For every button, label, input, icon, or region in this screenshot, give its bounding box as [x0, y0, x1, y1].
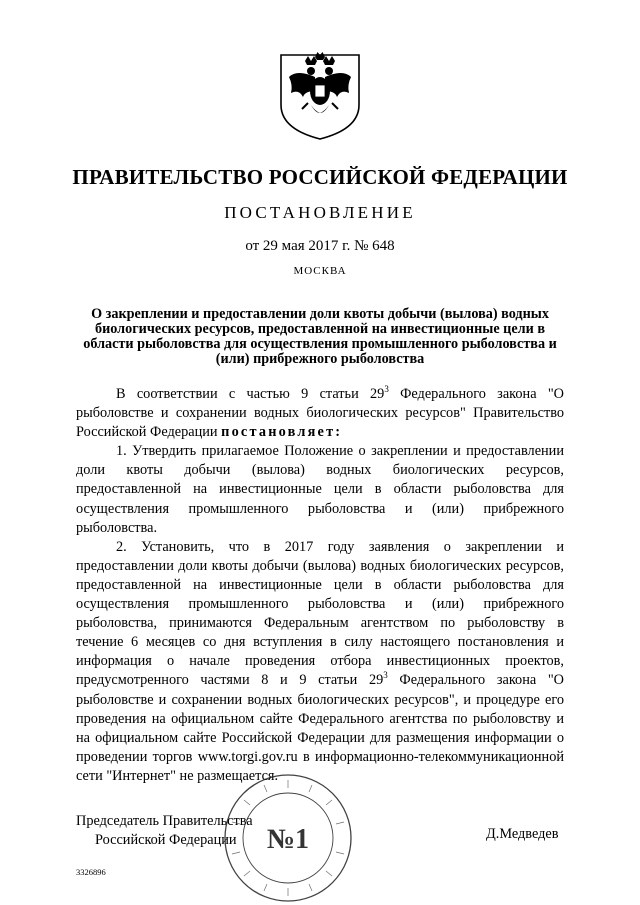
document-body: [76, 385, 564, 786]
signer-position-line2: Российской Федерации: [95, 832, 237, 848]
document-subject: О закреплении и предоставлении доли квоты добычи (вылова) водных биологических ресурсов, предоставленной на инвестиционные цели в области рыболовства для осуществления промышленного рыболовства и (или) прибрежного рыболовства: [83, 306, 557, 367]
signer-position-line1: Председатель Правительства: [76, 813, 253, 829]
preamble-paragraph: В соответствии с частью 9 статьи $29^3$ Федерального закона "О рыболовстве и сохранении водных биологических ресурсов" Правительство Российской Федерации постановляет:: [76, 384, 564, 441]
signer-name: Д.Медведев: [486, 826, 559, 842]
document-type: ПОСТАНОВЛЕНИЕ: [224, 203, 416, 222]
coat-of-arms-emblem: [275, 47, 365, 142]
government-title: ПРАВИТЕЛЬСТВО РОССИЙСКОЙ ФЕДЕРАЦИИ: [72, 165, 568, 189]
seal-number: №1: [266, 824, 310, 855]
document-date-number: от 29 мая 2017 г. № 648: [245, 238, 395, 254]
document-registration-number: 3326896: [76, 867, 106, 877]
item-2-paragraph: 2. Установить, что в 2017 году заявления о закреплении и предоставлении доли квоты добычи (вылова) водных биологических ресурсов, предоставленной на инвестиционные цели в области рыболовства для осуществления промышленного рыболовства и (или) прибрежного рыболовства, принимаются Федеральным агентством по рыболовству в течение 6 месяцев со дня вступления в силу настоящего постановления и информация о начале проведения отбора инвестиционных проектов, предусмотренного частями 8 и 9 статьи $29^3$ Федерального закона "О рыболовстве и сохранении водных биологических ресурсов", и процедуре его проведения на официальном сайте Федерального агентства по рыболовству и на официальном сайте Российской Федерации для размещения информации о проведении торгов www.torgi.gov.ru в информационно-телекоммуникационной сети "Интернет" не размещается.: [76, 538, 565, 784]
decree-word: постановляет:: [221, 424, 343, 441]
official-seal-stamp: [222, 772, 354, 904]
document-city: МОСКВА: [293, 265, 347, 277]
item-1-paragraph: 1. Утвердить прилагаемое Положение о закреплении и предоставлении доли квоты добычи (вылова) водных биологических ресурсов, предоставленной на инвестиционные цели в области рыболовства для осуществления промышленного рыболовства и (или) прибрежного рыболовства.: [76, 443, 564, 536]
